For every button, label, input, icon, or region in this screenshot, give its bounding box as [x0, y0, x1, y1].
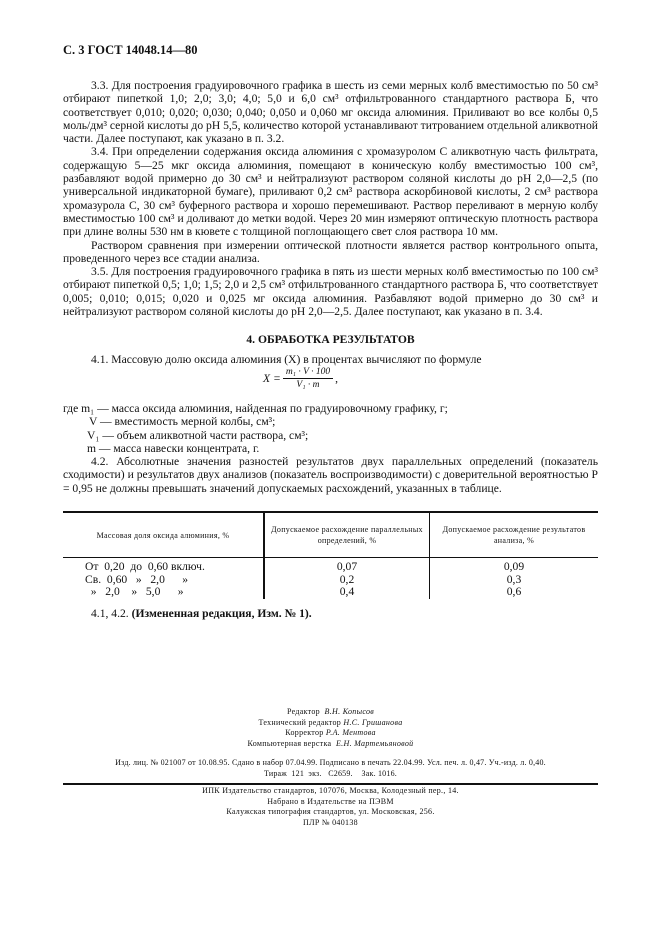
paragraph-3-3: 3.3. Для построения градуировочного графика в шесть из семи мерных колб вместимостью по 50 см³ отбирают пипеткой 1,0; 2,0; 3,0; 4,0; 5,0 и 6,0 см³ отфильтрованного стандартного раствора Б, что соответствует 0,010; 0,020; 0,030; 0,040; 0,050 и 0,060 мг оксида алюминия. Приливают во все колбы 0,5 моль/дм³ серной кислоты до pH 5,5, количество которой устанавливают титрованием отдельной аликвотной части. Далее поступают, как указано в п. 3.2. — [63, 79, 598, 146]
credit-role: Технический редактор — [258, 717, 342, 727]
tolerance-table — [63, 511, 598, 599]
paragraph-3-4: 3.4. При определении содержания оксида алюминия с хромазуролом С аликвотную часть фильтрата, содержащую 5—25 мкг оксида алюминия, помещают в коническую колбу вместимостью 100 см³, разбавляют водой примерно до 30 см³ и нейтрализуют раствором соляной кислоты до pH 2,0—2,5 (по универсальной индикаторной бумаге), приливают 0,2 см³ раствора аскорбиновой кислоты, 2 см³ раствора хромазурола С, 30 см³ буферного раствора и хорошо перемешивают. Раствор переливают в мерную колбу вместимостью 100 см³ и доливают до метки водой. Через 20 мин измеряют оптическую плотность раствора при длине волны 530 нм в кювете с толщиной поглощающего свет слоя раствора 10 мм. — [63, 145, 598, 239]
paragraph-4-1-wrap — [63, 353, 598, 366]
credit-name: Р.А. Ментова — [325, 728, 376, 737]
table-row — [63, 558, 598, 574]
credit-name: Н.С. Гришанова — [343, 717, 403, 727]
credit-role: Корректор — [285, 728, 324, 737]
credit-editor — [63, 707, 598, 718]
paragraph-4-1: 4.1. Массовую долю оксида алюминия (X) в процентах вычисляют по формуле — [91, 353, 482, 366]
paragraph-4-2: 4.2. Абсолютные значения разностей результатов двух параллельных определений (показатель сходимости) и результатов двух анализов (показатель воспроизводимости) с доверительной вероятностью P = 0,95 не должны превышать значений допускаемых расхождений, указанных в таблице. — [63, 455, 598, 495]
credit-name: В.Н. Копысов — [324, 707, 375, 716]
amendment-bold: (Измененная редакция, Изм. № 1). — [131, 607, 312, 620]
table-cell: » 2,0 » 5,0 » — [63, 586, 264, 599]
definition-m1: где m₁ — масса оксида алюминия, найденная по градуировочному графику, г; — [63, 402, 448, 415]
definition-m: m — масса навески концентрата, г. — [87, 441, 260, 455]
printer-info — [63, 786, 598, 828]
credit-role: Редактор — [286, 707, 320, 716]
formula-denominator: V₁ · m — [296, 380, 320, 390]
publication-line: Изд. лиц. № 021007 от 10.08.95. Сдано в набор 07.04.99. Подписано в печать 22.04.99. Усл. печ. л. 0,47. Уч.-изд. л. 0,40. — [115, 758, 546, 767]
formula-lhs: X = — [263, 372, 281, 385]
definitions — [63, 402, 598, 455]
formula — [263, 367, 338, 390]
paragraph-4-2-wrap — [63, 455, 598, 495]
credit-tech-editor — [63, 718, 598, 729]
table-cell: 0,4 — [264, 586, 430, 599]
section-title: 4. ОБРАБОТКА РЕЗУЛЬТАТОВ — [246, 333, 415, 346]
paragraph-3-5: 3.5. Для построения градуировочного графика в пять из шести мерных колб вместимостью по 100 см³ отбирают пипеткой 0,5; 1,0; 1,5; 2,0 и 2,5 см³ отфильтрованного стандартного раствора Б, что соответствует 0,005; 0,010; 0,015; 0,020 и 0,025 мг оксида алюминия. Разбавляют водой примерно до 30 см³ и нейтрализуют раствором соляной кислоты до pH 2,0—2,5. Далее поступают, как указано в п. 3.4. — [63, 265, 598, 319]
table-header-analysis: Допускаемое расхождение результатов анализа, % — [430, 512, 599, 558]
table-cell: Св. 0,60 » 2,0 » — [63, 574, 264, 587]
page-header: С. 3 ГОСТ 14048.14—80 — [63, 43, 198, 57]
credit-layout — [63, 739, 598, 750]
printer-line: ПЛР № 040138 — [303, 817, 358, 827]
table-cell: 0,3 — [506, 572, 522, 586]
table-row — [63, 586, 598, 599]
credit-role: Компьютерная верстка — [247, 738, 332, 748]
table-cell: 0,2 — [264, 574, 430, 587]
definition-v: V — вместимость мерной колбы, см³; — [89, 415, 276, 429]
table-cell: 0,6 — [506, 585, 522, 598]
divider — [63, 783, 598, 785]
table-cell: От 0,20 до 0,60 включ. — [63, 558, 264, 574]
definition-v1: V₁ — объем аликвотной части раствора, см³; — [87, 428, 309, 442]
printer-line: Набрано в Издательстве на ПЭВМ — [267, 796, 394, 806]
body-text — [63, 79, 598, 318]
publication-info — [63, 757, 598, 779]
formula-tail: , — [335, 372, 339, 385]
table-header-parallel: Допускаемое расхождение параллельных определений, % — [264, 512, 430, 558]
amendment-note — [91, 607, 312, 620]
printer-line: Калужская типография стандартов, ул. Московская, 256. — [226, 807, 435, 816]
table-cell: 0,07 — [264, 558, 430, 574]
credit-name: Е.Н. Мартемьяновой — [336, 738, 414, 748]
paragraph-reference-solution: Раствором сравнения при измерении оптической плотности является раствор контрольного опыта, проведенного через все стадии анализа. — [63, 238, 598, 265]
table-header-mass-fraction: Массовая доля оксида алюминия, % — [63, 512, 264, 558]
printer-line: ИПК Издательство стандартов, 107076, Москва, Колодезный пер., 14. — [202, 786, 459, 795]
credit-corrector — [63, 728, 598, 739]
table-cell: 0,09 — [503, 560, 525, 573]
publication-line: Тираж 121 экз. С2659. Зак. 1016. — [263, 769, 397, 778]
formula-numerator: m₁ · V · 100 — [283, 367, 333, 379]
amendment-prefix: 4.1, 4.2. — [91, 607, 132, 620]
formula-fraction — [283, 367, 333, 390]
credits — [63, 707, 598, 749]
